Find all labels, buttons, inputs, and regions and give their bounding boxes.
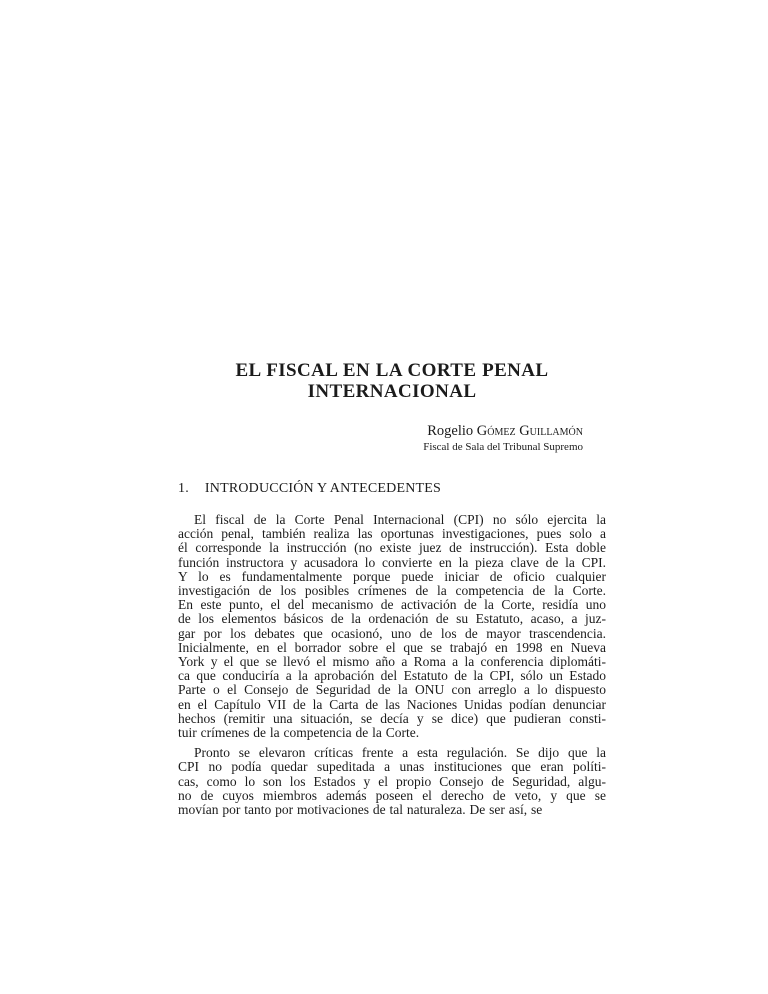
- author-name: [178, 423, 583, 440]
- text-line: York y el que se llevó el mismo año a Roma a la conferencia diplomáti-: [178, 654, 606, 670]
- text-line: no de cuyos miembros además poseen el derecho de veto, y que se: [178, 787, 606, 803]
- text-line: movían por tanto por motivaciones de tal naturaleza. De ser así, se: [178, 802, 543, 818]
- section-number: 1.: [178, 481, 189, 496]
- text-line: Pronto se elevaron críticas frente a esta regulación. Se dijo que la: [194, 745, 606, 761]
- paragraph-1: [178, 513, 606, 740]
- text-line: INTERNACIONAL: [307, 380, 477, 402]
- text-line: en el Capítulo VII de la Carta de las Naciones Unidas podían denunciar: [178, 696, 606, 712]
- text-line: función instructora y acusadora lo convierte en la pieza clave de la CPI.: [178, 554, 606, 570]
- text-line: hechos (remitir una situación, se decía y se dice) que pudieran consti-: [178, 710, 606, 726]
- paragraph-2: [178, 746, 606, 817]
- text-line: CPI no podía quedar supeditada a unas instituciones que eran políti-: [178, 759, 606, 775]
- section-heading: [178, 481, 606, 497]
- author-block: [178, 423, 606, 454]
- text-line: tuir crímenes de la competencia de la Corte.: [178, 725, 420, 741]
- section-title: INTRODUCCIÓN Y ANTECEDENTES: [204, 481, 442, 496]
- text-line: investigación de los posibles crímenes de la competencia de la Corte.: [178, 583, 606, 599]
- text-line: Y lo es fundamentalmente porque puede iniciar de oficio cualquier: [178, 568, 606, 584]
- text-line: En este punto, el del mecanismo de activación de la Corte, residía uno: [178, 597, 606, 613]
- text-line: él corresponde la instrucción (no existe juez de instrucción). Esta doble: [178, 540, 606, 556]
- text-line: ca que conduciría a la aprobación del Estatuto de la CPI, sólo un Estado: [178, 668, 606, 684]
- text-line: Inicialmente, en el borrador sobre el que se trabajó en 1998 en Nueva: [178, 639, 606, 655]
- text-line: acción penal, también realiza las oportunas investigaciones, pues solo a: [178, 526, 606, 542]
- article-title: [178, 361, 606, 402]
- text-line: EL FISCAL EN LA CORTE PENAL: [235, 360, 549, 381]
- text-line: cas, como lo son los Estados y el propio Consejo de Seguridad, algu-: [178, 773, 606, 789]
- author-first-name: Rogelio: [427, 423, 477, 439]
- author-affiliation: Fiscal de Sala del Tribunal Supremo: [423, 441, 583, 453]
- text-line: gar por los debates que ocasionó, uno de los de mayor trascendencia.: [178, 625, 606, 641]
- text-line: Parte o el Consejo de Seguridad de la ONU con arreglo a lo dispuesto: [178, 682, 606, 698]
- text-line: de los elementos básicos de la ordenación de su Estatuto, acaso, a juz-: [178, 611, 606, 627]
- body-text: [178, 513, 606, 817]
- author-surname: Gómez Guillamón: [476, 423, 583, 439]
- text-line: El fiscal de la Corte Penal Internacional (CPI) no sólo ejercita la: [194, 512, 606, 527]
